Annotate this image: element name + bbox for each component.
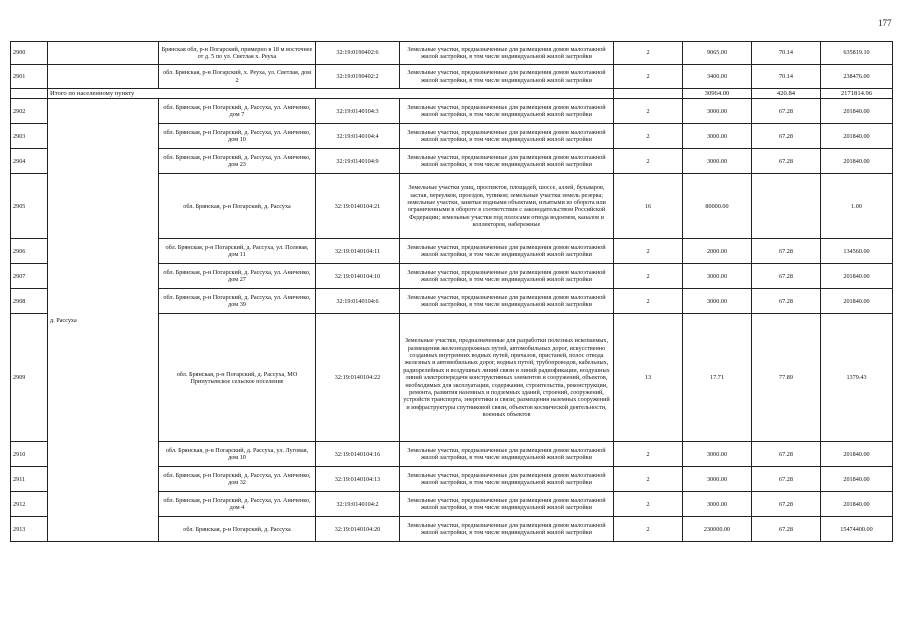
rate-cell: 67.28 [752, 289, 821, 314]
rate-cell: 67.28 [752, 239, 821, 264]
category-cell: 2 [614, 99, 683, 124]
cost-cell: 201840.00 [821, 149, 893, 174]
rate-cell [752, 174, 821, 239]
address-cell: обл. Брянская, р-н Погарский, д. Рассуха, ул. Луговая, дом 10 [159, 442, 316, 467]
area-cell: 3400.00 [683, 65, 752, 89]
row-number: 2906 [11, 239, 48, 264]
rate-cell: 67.28 [752, 124, 821, 149]
cost-cell: 1.00 [821, 174, 893, 239]
rate-cell: 77.89 [752, 314, 821, 442]
category-cell: 2 [614, 65, 683, 89]
rate-cell: 67.28 [752, 149, 821, 174]
land-use-cell: Земельные участки, предназначенные для размещения домов малоэтажной жилой застройки, в том числе индивидуальной жилой застройки [400, 289, 614, 314]
row-number: 2910 [11, 442, 48, 467]
row-number: 2912 [11, 492, 48, 517]
subtotal-area: 30964.00 [683, 89, 752, 99]
cadastral-number-cell: 32:19:0140104:20 [316, 517, 400, 542]
rate-cell: 67.28 [752, 492, 821, 517]
category-cell: 2 [614, 239, 683, 264]
address-cell: обл. Брянская, р-н Погарский, д. Рассуха, ул. Аниченко, дом 27 [159, 264, 316, 289]
table-row [11, 99, 893, 124]
land-use-cell: Земельные участки, предназначенные для размещения домов малоэтажной жилой застройки, в том числе индивидуальной жилой застройки [400, 65, 614, 89]
cadastral-number-cell: 32:19:0140104:21 [316, 174, 400, 239]
category-cell: 13 [614, 314, 683, 442]
row-number: 2909 [11, 314, 48, 442]
land-use-cell: Земельные участки, предназначенные для размещения домов малоэтажной жилой застройки, в том числе индивидуальной жилой застройки [400, 264, 614, 289]
cost-cell: 15474400.00 [821, 517, 893, 542]
address-cell: обл. Брянская, р-н Погарский, д. Рассуха [159, 517, 316, 542]
table-row [11, 42, 893, 65]
cadastral-number-cell: 32:19:0190402:2 [316, 65, 400, 89]
row-number: 2911 [11, 467, 48, 492]
address-cell: обл. Брянская, р-н Погарский, д. Рассуха [159, 174, 316, 239]
area-cell: 3000.00 [683, 442, 752, 467]
address-cell: обл. Брянская, р-н Погарский, д. Рассуха, ул. Аниченко, дом 4 [159, 492, 316, 517]
cost-cell: 1379.43 [821, 314, 893, 442]
area-cell: 3000.00 [683, 264, 752, 289]
address-cell: обл. Брянская, р-н Погарский, д. Рассуха, ул. Аниченко, дом 23 [159, 149, 316, 174]
land-use-cell: Земельные участки, предназначенные для размещения домов малоэтажной жилой застройки, в том числе индивидуальной жилой застройки [400, 467, 614, 492]
cost-cell: 201840.00 [821, 264, 893, 289]
cadastral-value-table [10, 41, 893, 542]
land-use-cell: Земельные участки, предназначенные для размещения домов малоэтажной жилой застройки, в том числе индивидуальной жилой застройки [400, 124, 614, 149]
cost-cell: 238476.00 [821, 65, 893, 89]
cost-cell: 201840.00 [821, 442, 893, 467]
row-number: 2901 [11, 65, 48, 89]
area-cell: 9065.00 [683, 42, 752, 65]
category-cell: 2 [614, 517, 683, 542]
land-use-cell: Земельные участки, предназначенные для размещения домов малоэтажной жилой застройки, в том числе индивидуальной жилой застройки [400, 442, 614, 467]
row-number: 2904 [11, 149, 48, 174]
address-cell: обл. Брянская, р-н Погарский, х. Реуха, ул. Светлая, дом 2 [159, 65, 316, 89]
subtotal-cost: 2171814.96 [821, 89, 893, 99]
address-cell: Брянская обл, р-н Погарский, примерно в 18 м восточнее от д. 5 по ул. Светлая х. Реуха [159, 42, 316, 65]
land-use-cell: Земельные участки, предназначенные для размещения домов малоэтажной жилой застройки, в том числе индивидуальной жилой застройки [400, 99, 614, 124]
area-cell: 3000.00 [683, 99, 752, 124]
area-cell: 3000.00 [683, 149, 752, 174]
address-cell: обл. Брянская, р-н Погарский, д. Рассуха, МО Припутьевское сельское поселение [159, 314, 316, 442]
land-use-cell: Земельные участки, предназначенные для размещения домов малоэтажной жилой застройки, в том числе индивидуальной жилой застройки [400, 149, 614, 174]
row-number: 2913 [11, 517, 48, 542]
land-use-cell: Земельные участки, предназначенные для размещения домов малоэтажной жилой застройки, в том числе индивидуальной жилой застройки [400, 517, 614, 542]
cadastral-number-cell: 32:19:0140104:16 [316, 442, 400, 467]
cost-cell: 201840.00 [821, 492, 893, 517]
row-number: 2900 [11, 42, 48, 65]
table-row [11, 65, 893, 89]
row-number: 2908 [11, 289, 48, 314]
row-number: 2905 [11, 174, 48, 239]
address-cell: обл. Брянская, р-н Погарский, д. Рассуха, ул. Полевая, дом 11 [159, 239, 316, 264]
subtotal-blank [614, 89, 683, 99]
cost-cell: 201840.00 [821, 467, 893, 492]
cost-cell: 201840.00 [821, 124, 893, 149]
locality-cell [48, 42, 159, 65]
area-cell: 2000.00 [683, 239, 752, 264]
cadastral-number-cell: 32:19:0140104:4 [316, 124, 400, 149]
cost-cell: 201840.00 [821, 99, 893, 124]
cadastral-number-cell: 32:19:0140104:22 [316, 314, 400, 442]
area-cell: 3000.00 [683, 124, 752, 149]
area-cell: 3000.00 [683, 467, 752, 492]
category-cell: 2 [614, 467, 683, 492]
rate-cell: 67.28 [752, 99, 821, 124]
cadastral-number-cell: 32:19:0140104:2 [316, 492, 400, 517]
area-cell: 17.71 [683, 314, 752, 442]
cadastral-number-cell: 32:19:0140104:10 [316, 264, 400, 289]
category-cell: 2 [614, 149, 683, 174]
address-cell: обл. Брянская, р-н Погарский, д. Рассуха, ул. Аниченко, дом 32 [159, 467, 316, 492]
rate-cell: 67.28 [752, 442, 821, 467]
category-cell: 2 [614, 264, 683, 289]
cadastral-number-cell: 32:19:0140104:9 [316, 149, 400, 174]
cost-cell: 134560.00 [821, 239, 893, 264]
category-cell: 2 [614, 289, 683, 314]
locality-cell [48, 65, 159, 89]
area-cell: 3000.00 [683, 492, 752, 517]
subtotal-rate: 420.84 [752, 89, 821, 99]
land-use-cell: Земельные участки, предназначенные для размещения домов малоэтажной жилой застройки, в том числе индивидуальной жилой застройки [400, 42, 614, 65]
rate-cell: 70.14 [752, 42, 821, 65]
category-cell: 2 [614, 442, 683, 467]
category-cell: 2 [614, 124, 683, 149]
subtotal-blank [11, 89, 48, 99]
category-cell: 16 [614, 174, 683, 239]
land-use-cell: Земельные участки улиц, проспектов, площадей, шоссе, аллей, бульваров, застав, переулков, проездов, тупиков; земельные участки земель резерва; земельные участки, занятые водными объектами, изъятыми из оборота или ограниченными в обороте в соответствии с законодательством Российской Федерации; земельные участки под полосами отвода водоемов, каналов и коллекторов, набережные [400, 174, 614, 239]
land-use-cell: Земельные участки, предназначенные для размещения домов малоэтажной жилой застройки, в том числе индивидуальной жилой застройки [400, 239, 614, 264]
page-number: 177 [878, 18, 892, 28]
category-cell: 2 [614, 492, 683, 517]
category-cell: 2 [614, 42, 683, 65]
row-number: 2903 [11, 124, 48, 149]
address-cell: обл. Брянская, р-н Погарский, д. Рассуха, ул. Аниченко, дом 39 [159, 289, 316, 314]
area-cell: 80000.00 [683, 174, 752, 239]
rate-cell: 67.28 [752, 467, 821, 492]
cadastral-number-cell: 32:19:0140104:3 [316, 99, 400, 124]
address-cell: обл. Брянская, р-н Погарский, д. Рассуха, ул. Аниченко, дом 10 [159, 124, 316, 149]
cadastral-number-cell: 32:19:0190402:6 [316, 42, 400, 65]
cost-cell: 201840.00 [821, 289, 893, 314]
cadastral-number-cell: 32:19:0140104:11 [316, 239, 400, 264]
cost-cell: 635819.10 [821, 42, 893, 65]
row-number: 2902 [11, 99, 48, 124]
rate-cell: 67.28 [752, 517, 821, 542]
row-number: 2907 [11, 264, 48, 289]
area-cell: 3000.00 [683, 289, 752, 314]
rate-cell: 70.14 [752, 65, 821, 89]
land-use-cell: Земельные участки, предназначенные для размещения домов малоэтажной жилой застройки, в том числе индивидуальной жилой застройки [400, 492, 614, 517]
cadastral-number-cell: 32:19:0140104:6 [316, 289, 400, 314]
subtotal-label: Итого по населенному пункту [48, 89, 614, 99]
land-use-cell: Земельные участки, предназначенные для разработки полезных ископаемых, размещения железнодорожных путей, автомобильных дорог, искусственно созданных внутренних водных путей, причалов, пристаней, полос отвода железных и автомобильных дорог, водных путей, трубопроводов, кабельных, радиорелейных и воздушных линий связи и линий радиофикации, воздушных линий электропередачи конструктивных элементов и сооружений, объектов, необходимых для эксплуатации, содержания, строительства, реконструкции, ремонта, развития наземных и подземных зданий, строений, сооружений, устройств транспорта, энергетики и связи; размещения наземных сооружений и инфраструктуры спутниковой связи, объектов космической деятельности, военных объектов [400, 314, 614, 442]
locality-name: д. Рассуха [48, 99, 159, 542]
rate-cell: 67.28 [752, 264, 821, 289]
subtotal-row [11, 89, 893, 99]
area-cell: 230000.00 [683, 517, 752, 542]
cadastral-number-cell: 32:19:0140104:13 [316, 467, 400, 492]
address-cell: обл. Брянская, р-н Погарский, д. Рассуха, ул. Аниченко, дом 7 [159, 99, 316, 124]
